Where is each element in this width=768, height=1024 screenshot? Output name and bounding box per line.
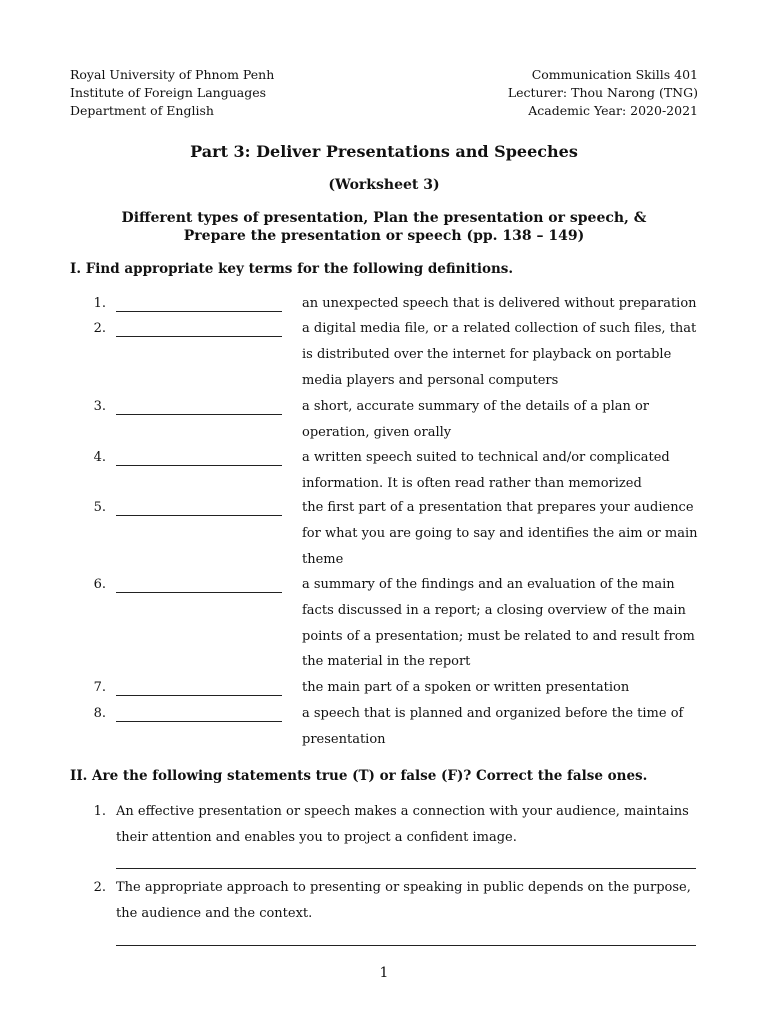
answer-blank[interactable] (116, 316, 282, 337)
statement-line: the audience and the context. (116, 905, 313, 921)
definition-line: the main part of a spoken or written presentation (302, 680, 630, 695)
definition-text (302, 445, 702, 497)
statement-text (116, 875, 700, 927)
definition-text (302, 316, 702, 393)
statement-text (116, 799, 700, 851)
institution-block (70, 66, 274, 120)
answer-blank[interactable] (116, 291, 282, 312)
item-number: 1. (93, 296, 106, 311)
definition-line: an unexpected speech that is delivered without preparation (302, 296, 697, 311)
section-2-heading: II. Are the following statements true (T) or false (F)? Correct the false ones. (70, 768, 648, 784)
part-title: Part 3: Deliver Presentations and Speeches (190, 142, 578, 161)
definition-text (302, 394, 702, 446)
worksheet-subtitle (0, 209, 768, 245)
academic-year: Academic Year: 2020-2021 (528, 103, 698, 118)
lecturer-name: Lecturer: Thou Narong (TNG) (507, 85, 698, 100)
statement-line: their attention and enables you to project a confident image. (116, 829, 517, 845)
definition-line: theme (302, 551, 344, 567)
definition-line: the first part of a presentation that prepares your audience (302, 500, 694, 515)
answer-blank[interactable] (116, 495, 282, 516)
course-name: Communication Skills 401 (531, 67, 698, 82)
definition-text (302, 572, 702, 675)
course-block (508, 66, 698, 120)
answer-line[interactable] (116, 945, 696, 946)
answer-blank[interactable] (116, 445, 282, 466)
definition-line: a digital media file, or a related collection of such files, that (302, 321, 697, 336)
definition-line: a speech that is planned and organized before the time of (302, 706, 684, 721)
statement-line: An effective presentation or speech makes a connection with your audience, maintains (116, 804, 689, 819)
definition-line: points of a presentation; must be related to and result from (302, 628, 695, 644)
definition-line: information. It is often read rather than memorized (302, 475, 642, 491)
answer-blank[interactable] (116, 572, 282, 593)
subtitle-line-2: Prepare the presentation or speech (pp. 138 – 149) (183, 228, 585, 244)
answer-blank[interactable] (116, 394, 282, 415)
definition-text (302, 291, 702, 317)
definition-line: a summary of the findings and an evaluation of the main (302, 577, 675, 592)
definition-line: a short, accurate summary of the details of a plan or (302, 399, 650, 414)
item-number: 2. (93, 880, 106, 895)
answer-blank[interactable] (116, 701, 282, 722)
definition-line: the material in the report (302, 654, 471, 670)
definition-text (302, 495, 702, 572)
definition-line: facts discussed in a report; a closing overview of the main (302, 602, 686, 618)
statement-line: The appropriate approach to presenting or speaking in public depends on the purpose, (116, 880, 691, 895)
subtitle-line-1: Different types of presentation, Plan the presentation or speech, & (121, 210, 647, 226)
item-number: 1. (93, 804, 106, 819)
definition-line: presentation (302, 731, 386, 747)
department-name: Department of English (70, 103, 214, 118)
item-number: 2. (93, 321, 106, 336)
section-1-heading: I. Find appropriate key terms for the following definitions. (70, 261, 514, 277)
definition-line: a written speech suited to technical and/or complicated (302, 450, 670, 465)
institute-name: Institute of Foreign Languages (70, 85, 267, 100)
item-number: 8. (93, 706, 106, 721)
definition-line: media players and personal computers (302, 372, 559, 388)
definition-text (302, 701, 702, 753)
definition-text (302, 675, 702, 701)
definition-line: is distributed over the internet for playback on portable (302, 346, 672, 362)
item-number: 4. (93, 450, 106, 465)
page-number: 1 (379, 965, 389, 981)
item-number: 7. (93, 680, 106, 695)
definition-line: for what you are going to say and identifies the aim or main (302, 525, 698, 541)
item-number: 3. (93, 399, 106, 414)
definition-line: operation, given orally (302, 424, 452, 440)
university-name: Royal University of Phnom Penh (70, 67, 275, 82)
item-number: 6. (93, 577, 106, 592)
answer-blank[interactable] (116, 675, 282, 696)
answer-line[interactable] (116, 868, 696, 869)
worksheet-label: (Worksheet 3) (328, 177, 440, 193)
item-number: 5. (93, 500, 106, 515)
